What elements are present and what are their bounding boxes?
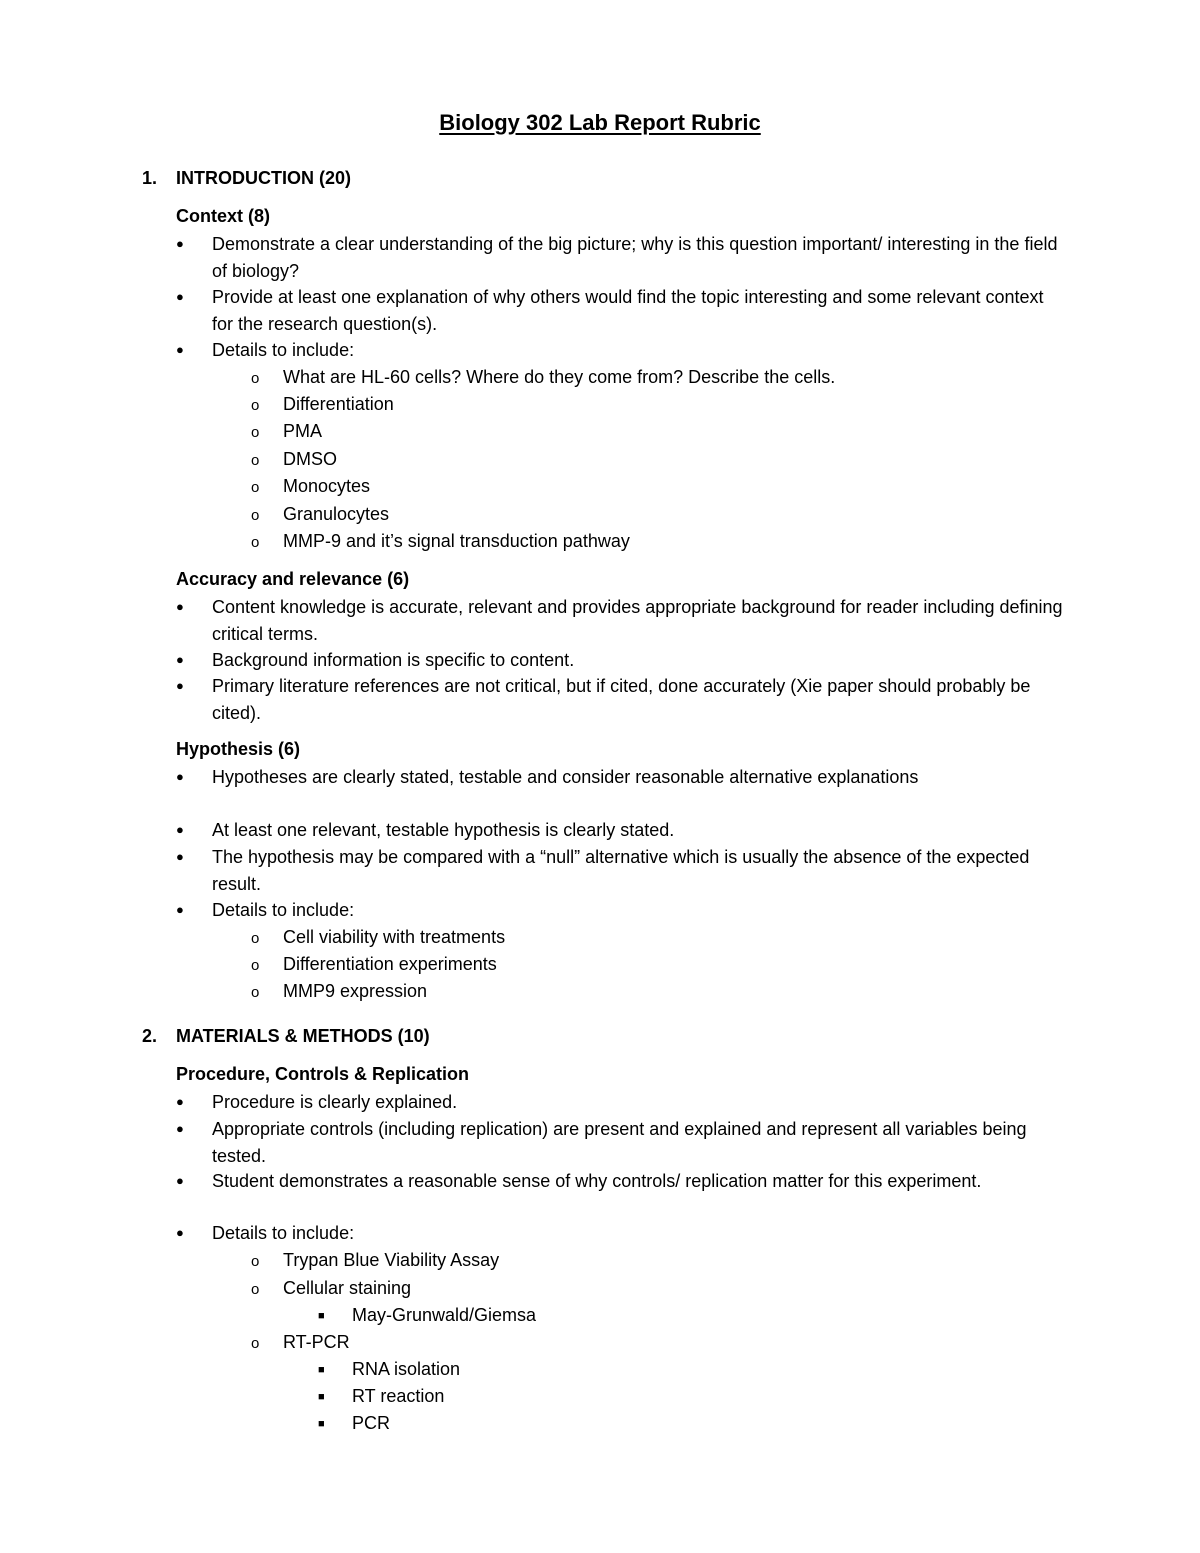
detail-text: Cell viability with treatments	[283, 927, 506, 947]
bullet-icon: ●	[176, 849, 184, 864]
sub-bullet-icon: o	[251, 507, 260, 524]
bullet-text: Student demonstrates a reasonable sense of why controls/ replication matter for this experiment.	[212, 1171, 982, 1191]
bullet-text: The hypothesis may be compared with a “null” alternative which is usually the absence of the expected result.	[212, 847, 1030, 894]
subsection-procedure-heading: Procedure, Controls & Replication	[176, 1064, 470, 1084]
bullet-icon: ●	[176, 236, 184, 251]
detail-item	[251, 501, 389, 530]
detail-text: Granulocytes	[283, 504, 390, 524]
detail-item	[251, 418, 322, 447]
list-item	[176, 1089, 1066, 1116]
square-bullet-icon: ■	[318, 1310, 325, 1322]
subdetail-text: RNA isolation	[352, 1359, 461, 1379]
sub-bullet-icon: o	[251, 930, 260, 947]
bullet-icon: ●	[176, 1121, 184, 1136]
detail-item	[251, 446, 337, 475]
list-item	[176, 897, 1066, 924]
subdetail-text: PCR	[352, 1413, 391, 1433]
detail-item	[251, 364, 835, 393]
square-bullet-icon: ■	[318, 1418, 325, 1430]
bullet-text: Hypotheses are clearly stated, testable and consider reasonable alternative explanations	[212, 767, 919, 787]
bullet-icon: ●	[176, 1173, 184, 1188]
sub-bullet-icon: o	[251, 1281, 260, 1298]
subdetail-item	[318, 1356, 460, 1384]
bullet-icon: ●	[176, 769, 184, 784]
list-item	[176, 817, 1066, 844]
sub-bullet-icon: o	[251, 1253, 260, 1270]
bullet-icon: ●	[176, 902, 184, 917]
detail-item	[251, 473, 370, 502]
bullet-text: Demonstrate a clear understanding of the big picture; why is this question important/ interesting in the field of biology?	[212, 234, 1058, 281]
bullet-icon: ●	[176, 289, 184, 304]
sub-bullet-icon: o	[251, 1335, 260, 1352]
subdetail-item	[318, 1383, 444, 1411]
list-item	[176, 231, 1066, 284]
square-bullet-icon: ■	[318, 1364, 325, 1376]
detail-item	[251, 1329, 350, 1358]
sub-bullet-icon: o	[251, 424, 260, 441]
bullet-text: Details to include:	[212, 1223, 355, 1243]
bullet-icon: ●	[176, 678, 184, 693]
bullet-text: At least one relevant, testable hypothesis is clearly stated.	[212, 820, 675, 840]
subdetail-text: May-Grunwald/Giemsa	[352, 1305, 537, 1325]
bullet-icon: ●	[176, 822, 184, 837]
subsection-context-heading: Context (8)	[176, 206, 270, 226]
bullet-text: Details to include:	[212, 340, 355, 360]
sub-bullet-icon: o	[251, 479, 260, 496]
section-methods-heading	[142, 1026, 430, 1047]
detail-item	[251, 978, 427, 1007]
bullet-text: Procedure is clearly explained.	[212, 1092, 458, 1112]
detail-text: MMP-9 and it’s signal transduction pathway	[283, 531, 630, 551]
bullet-text: Background information is specific to content.	[212, 650, 575, 670]
list-item	[176, 844, 1066, 897]
section-introduction-heading	[142, 168, 351, 189]
detail-text: Differentiation	[283, 394, 394, 414]
sub-bullet-icon: o	[251, 984, 260, 1001]
bullet-icon: ●	[176, 652, 184, 667]
sub-bullet-icon: o	[251, 452, 260, 469]
list-item	[176, 594, 1066, 647]
detail-item	[251, 951, 497, 980]
bullet-icon: ●	[176, 1225, 184, 1240]
detail-text: What are HL-60 cells? Where do they come from? Describe the cells.	[283, 367, 836, 387]
subdetail-item	[318, 1410, 390, 1438]
list-item	[176, 764, 1066, 791]
bullet-text: Content knowledge is accurate, relevant and provides appropriate background for reader including defining critical terms.	[212, 597, 1063, 644]
section-title: MATERIALS & METHODS (10)	[176, 1026, 430, 1046]
document-title: Biology 302 Lab Report Rubric	[439, 110, 761, 135]
list-item	[176, 673, 1066, 726]
list-item	[176, 1220, 1066, 1247]
bullet-text: Primary literature references are not critical, but if cited, done accurately (Xie paper should probably be cited).	[212, 676, 1031, 723]
bullet-text: Appropriate controls (including replication) are present and explained and represent all variables being tested.	[212, 1119, 1027, 1166]
detail-item	[251, 924, 505, 953]
detail-item	[251, 1275, 411, 1304]
sub-bullet-icon: o	[251, 370, 260, 387]
section-title: INTRODUCTION (20)	[176, 168, 351, 188]
sub-bullet-icon: o	[251, 397, 260, 414]
section-number: 2.	[142, 1026, 158, 1046]
sub-bullet-icon: o	[251, 957, 260, 974]
detail-text: DMSO	[283, 449, 337, 469]
list-item	[176, 337, 1066, 364]
list-item	[176, 284, 1066, 337]
detail-text: RT-PCR	[283, 1332, 350, 1352]
list-item	[176, 1168, 1066, 1195]
detail-item	[251, 391, 394, 420]
section-number: 1.	[142, 168, 158, 188]
detail-text: Trypan Blue Viability Assay	[283, 1250, 500, 1270]
sub-bullet-icon: o	[251, 534, 260, 551]
bullet-text: Details to include:	[212, 900, 355, 920]
bullet-icon: ●	[176, 342, 184, 357]
bullet-text: Provide at least one explanation of why others would find the topic interesting and some relevant context for the research question(s).	[212, 287, 1044, 334]
square-bullet-icon: ■	[318, 1391, 325, 1403]
subsection-hypothesis-heading: Hypothesis (6)	[176, 739, 301, 759]
detail-text: MMP9 expression	[283, 981, 428, 1001]
detail-text: PMA	[283, 421, 323, 441]
detail-text: Differentiation experiments	[283, 954, 497, 974]
subdetail-text: RT reaction	[352, 1386, 445, 1406]
list-item	[176, 647, 1066, 674]
subsection-accuracy-heading: Accuracy and relevance (6)	[176, 569, 410, 589]
subdetail-item	[318, 1302, 536, 1330]
detail-text: Cellular staining	[283, 1278, 412, 1298]
detail-text: Monocytes	[283, 476, 371, 496]
detail-item	[251, 1247, 499, 1276]
bullet-icon: ●	[176, 599, 184, 614]
detail-item	[251, 528, 630, 557]
list-item	[176, 1116, 1066, 1169]
bullet-icon: ●	[176, 1094, 184, 1109]
